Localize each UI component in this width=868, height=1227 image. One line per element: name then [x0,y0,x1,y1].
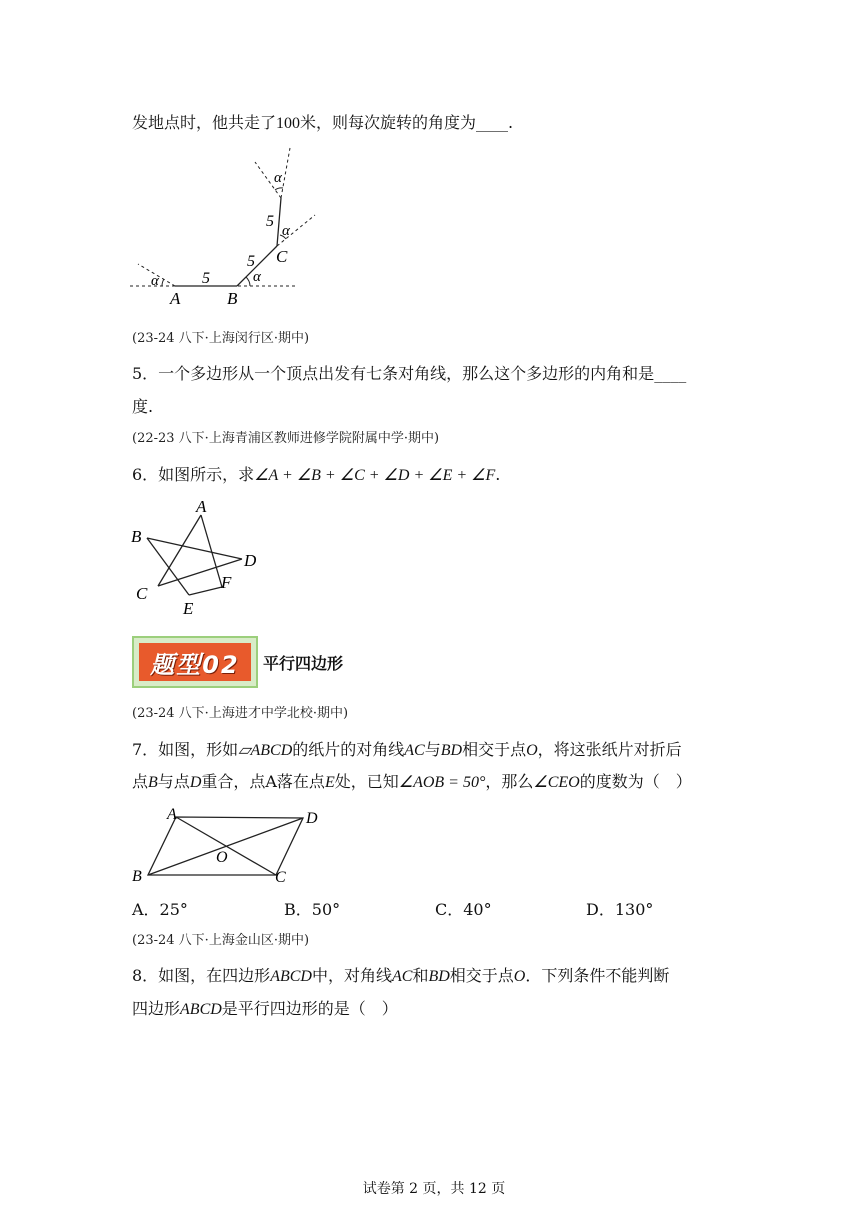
q7-line1 [132,739,682,762]
q6-expression: ∠A + ∠B + ∠C + ∠D + ∠E + ∠F [254,467,496,484]
q8-text-d: 相交于点 [449,966,514,985]
q4-text-after: 米，则每次旋转的角度为 [300,113,477,132]
q4-text: 发地点时，他共走了 [132,113,277,132]
q8-line2 [132,998,398,1021]
q7-o: O [526,742,538,759]
q5-source: (23-24 八下·上海闵行区·期中) [132,331,310,346]
q8-text-c: 和 [412,966,429,985]
q6-line [132,464,500,487]
q7-text-d: 相交于点 [462,740,527,759]
q7-text-e: ，将这张纸片对折后 [537,740,682,759]
q4-blank: ____ [476,113,509,132]
q7-asked-angle: ∠CEO [533,774,580,791]
q7-parallelogram: ▱ABCD [238,742,293,759]
section-title: 平行四边形 [263,654,344,673]
fig4-label-5-mid: 5 [247,253,255,270]
fig4-alpha-c: α [282,223,290,239]
q7-option-b[interactable]: B．50° [284,900,341,919]
q7-b: B [148,774,158,791]
fig7-label-a: A [167,806,177,823]
page-footer: 试卷第 2 页，共 12 页 [362,1181,506,1197]
fig6-label-d: D [244,551,257,570]
q7-text-b: 的纸片的对角线 [292,740,405,759]
q7-option-c[interactable]: C．40° [435,900,492,919]
q8-ac: AC [391,968,413,985]
q7-text-i: 处，已知 [334,772,399,791]
q6-end: . [495,465,501,484]
q7-text-a: 7．如图，形如 [132,740,239,759]
fig6-label-a: A [196,497,207,516]
q6-source: (22-23 八下·上海青浦区教师进修学院附属中学·期中) [132,431,440,446]
fig7-label-b: B [132,868,142,885]
fig4-label-5-ab: 5 [202,270,210,287]
fig4-label-c: C [276,247,288,266]
q5-line1 [132,363,686,385]
q8-abcd-2: ABCD [180,1001,222,1018]
figure-rotation-path [120,140,340,310]
q7-source: (23-24 八下·上海进才中学北校·期中) [132,706,349,721]
fig4-alpha-top: α [274,170,282,186]
q7-text-f: 点 [132,772,149,791]
q7-text-h: 重合，点A落在点 [201,772,325,791]
q7-d: D [189,774,202,791]
q8-line1 [132,965,669,988]
fig6-label-e: E [183,599,194,618]
q7-text-g: 与点 [157,772,190,791]
q7-option-a[interactable]: A．25° [132,900,188,919]
fig4-label-b: B [227,289,238,308]
q8-text-e: ．下列条件不能判断 [525,966,670,985]
q8-source: (23-24 八下·上海金山区·期中) [132,933,310,948]
fig4-label-5-top: 5 [266,213,274,230]
q7-line2 [132,771,692,794]
fig6-label-f: F [221,573,232,592]
q7-option-d[interactable]: D．130° [586,900,654,919]
section-badge [132,636,258,688]
q8-text-g: 是平行四边形的是（ ） [221,999,398,1018]
fig6-label-b: B [131,527,142,546]
q8-o: O [513,968,526,985]
fig4-alpha-b: α [253,269,261,285]
q7-text-c: 与 [424,740,441,759]
section-badge-text: 题型02 [139,643,251,681]
figure-parallelogram-q7 [128,803,328,888]
q7-text-j: ，那么 [485,772,534,791]
fig7-label-o: O [216,849,228,866]
q8-text-f: 四边形 [132,999,181,1018]
q8-text-a: 8．如图，在四边形 [132,966,271,985]
q6-text: 6．如图所示，求 [132,465,255,484]
q4-tail-line [132,112,513,135]
q5-line2: 度. [132,397,154,416]
figure-star-hexagon [125,495,275,625]
fig6-label-c: C [136,584,148,603]
q7-bd: BD [440,742,463,759]
q8-bd: BD [428,968,450,985]
q5-text: 5．一个多边形从一个顶点出发有七条对角线，那么这个多边形的内角和是 [132,364,655,383]
q7-text-k: 的度数为（ ） [579,772,692,791]
q7-ac: AC [404,742,425,759]
fig7-label-d: D [306,810,318,827]
fig4-alpha-a: α [151,273,159,289]
q4-end: . [508,113,514,132]
q5-blank: ____ [654,364,687,383]
q7-given-angle: ∠AOB = 50° [398,774,486,791]
q8-abcd: ABCD [270,968,312,985]
q7-e: E [324,774,335,791]
q8-text-b: 中，对角线 [311,966,392,985]
fig7-label-c: C [275,869,286,886]
q4-number: 100 [276,115,301,132]
fig4-label-a: A [170,289,181,308]
